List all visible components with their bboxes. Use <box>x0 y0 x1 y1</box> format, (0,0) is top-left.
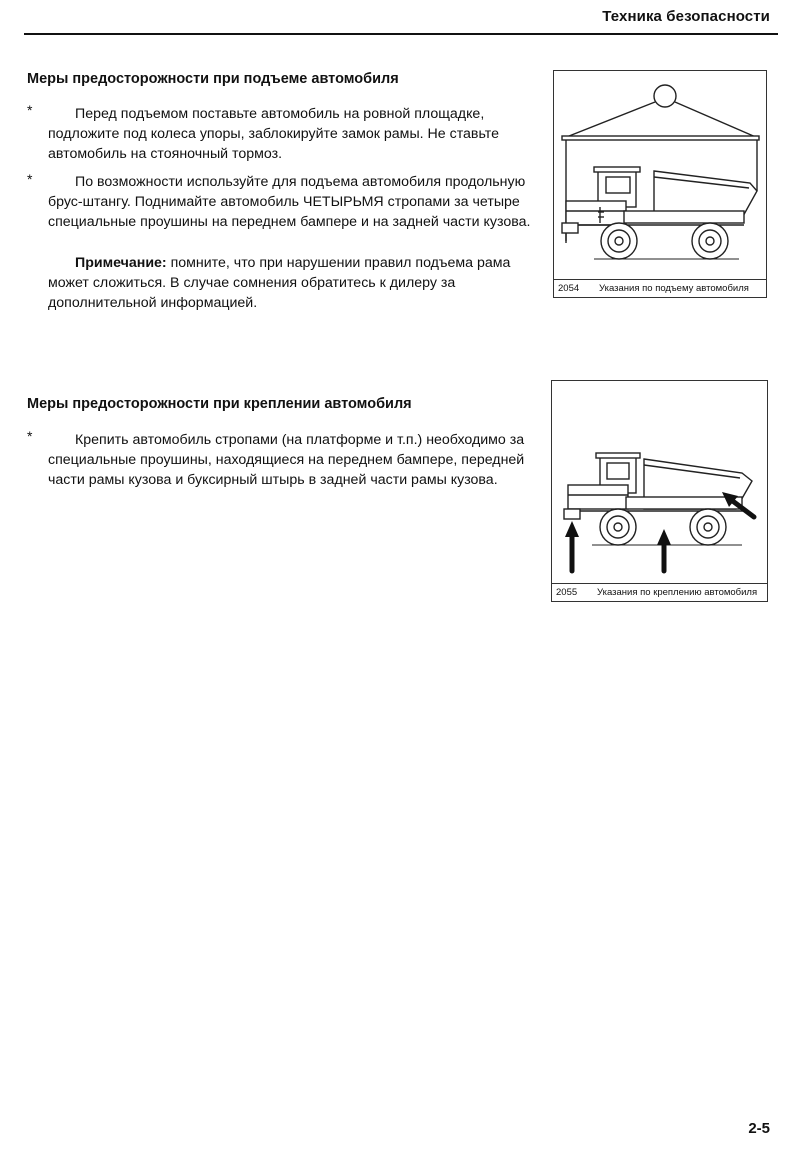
figure-number: 2055 <box>556 587 578 598</box>
section-heading-lifting: Меры предосторожности при подъеме автомобиля <box>27 71 399 87</box>
tie-down-truck-diagram-icon <box>552 381 766 583</box>
bullet-marker: * <box>27 428 33 444</box>
bullet-marker: * <box>27 102 33 118</box>
page-number: 2-5 <box>748 1120 770 1137</box>
section-heading-securing: Меры предосторожности при креплении автомобиля <box>27 396 412 412</box>
figure-securing <box>551 380 768 602</box>
figure-caption-row <box>554 279 766 297</box>
figure-caption-row <box>552 583 767 601</box>
bullet-marker: * <box>27 171 33 187</box>
lifting-truck-diagram-icon <box>554 71 765 279</box>
paragraph-lifting-1: Перед подъемом поставьте автомобиль на ровной площадке, подложите под колеса упоры, заблокируйте замок рамы. Не ставьте автомобиль на стояночный тормоз. <box>48 106 499 162</box>
note-paragraph <box>48 253 538 313</box>
page-header-title: Техника безопасности <box>602 8 770 25</box>
figure-caption: Указания по креплению автомобиля <box>597 587 758 598</box>
figure-number: 2054 <box>558 283 580 294</box>
note-text: помните, что при нарушении правил подъема рама может сложиться. В случае сомнения обратитесь к дилеру за дополнительной информацией. <box>48 255 511 311</box>
figure-lifting <box>553 70 767 298</box>
paragraph-securing-1: Крепить автомобиль стропами (на платформе и т.п.) необходимо за специальные проушины, находящиеся на переднем бампере, передней части рамы кузова и буксирный штырь в задней части рамы кузова. <box>48 432 525 488</box>
figure-caption: Указания по подъему автомобиля <box>599 283 749 294</box>
paragraph-lifting-2: По возможности используйте для подъема автомобиля продольную брус-штангу. Поднимайте автомобиль ЧЕТЫРЬМЯ стропами за четыре специальные проушины на переднем бампере и на задней части кузова. <box>48 174 531 230</box>
note-label: Примечание: <box>75 255 167 271</box>
header-divider <box>24 33 778 35</box>
